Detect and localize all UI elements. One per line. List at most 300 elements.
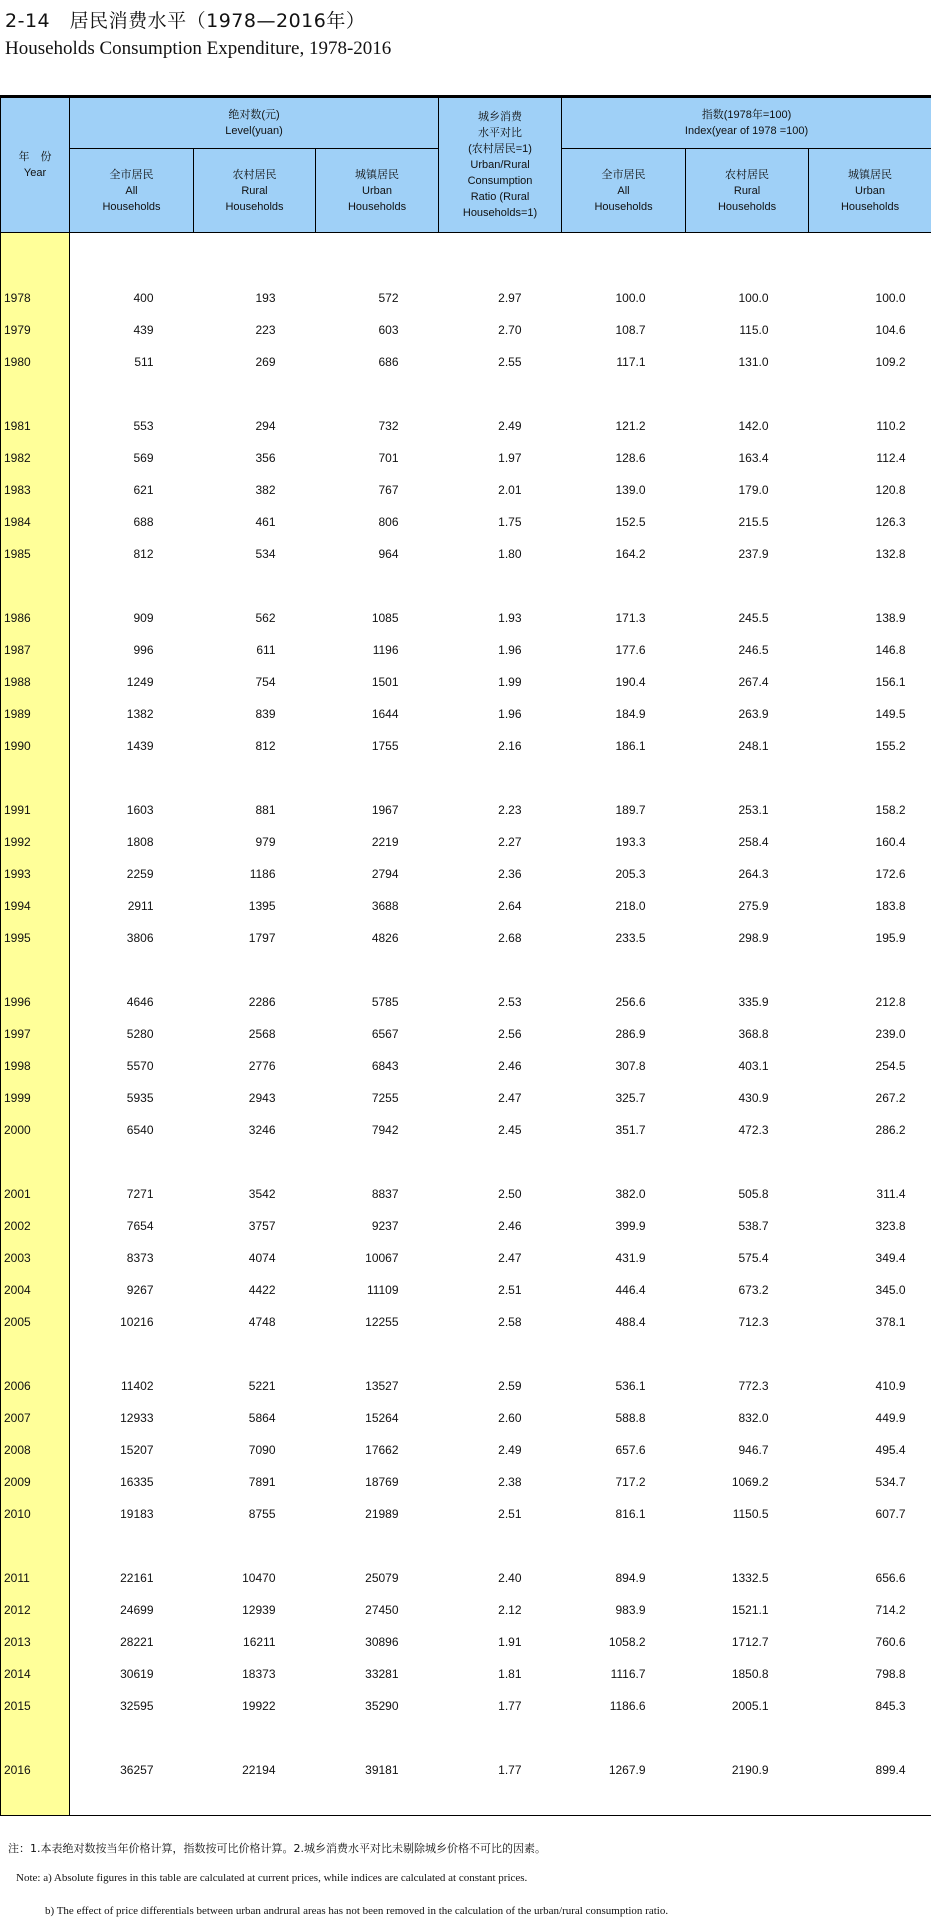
ratio-cell: 1.96 <box>498 643 522 657</box>
ratio-cell: 2.49 <box>498 419 522 433</box>
index-rural-cell: 215.5 <box>738 515 769 529</box>
table-row <box>1 497 931 529</box>
table-row <box>1 1649 931 1681</box>
index-all-cell: 286.9 <box>615 1027 646 1041</box>
year-cell: 1981 <box>1 401 70 433</box>
index-all-cell: 186.1 <box>615 739 646 753</box>
table-row <box>1 1425 931 1457</box>
level-urban-cell: 6843 <box>371 1059 399 1073</box>
level-urban-cell: 39181 <box>365 1763 399 1777</box>
level-rural-cell: 812 <box>255 739 276 753</box>
index-all-cell: 256.6 <box>615 995 646 1009</box>
spacer-row <box>1 1329 931 1361</box>
spacer-row <box>1 233 931 274</box>
level-urban-cell: 7942 <box>371 1123 399 1137</box>
year-cell: 2002 <box>1 1201 70 1233</box>
year-cell: 1998 <box>1 1041 70 1073</box>
table-row <box>1 1041 931 1073</box>
table-row <box>1 625 931 657</box>
level-all-cell: 12933 <box>120 1411 154 1425</box>
level-rural-cell: 4422 <box>248 1283 276 1297</box>
level-urban-cell: 732 <box>378 419 399 433</box>
level-urban-cell: 8837 <box>371 1187 399 1201</box>
level-all-cell: 16335 <box>120 1475 154 1489</box>
table-row <box>1 465 931 497</box>
index-all-cell: 121.2 <box>615 419 646 433</box>
index-rural-cell: 430.9 <box>738 1091 769 1105</box>
level-rural-cell: 2286 <box>248 995 276 1009</box>
year-cell: 1990 <box>1 721 70 753</box>
level-rural-cell: 269 <box>255 355 276 369</box>
index-rural-cell: 253.1 <box>738 803 769 817</box>
index-all-cell: 117.1 <box>616 355 646 369</box>
year-cell: 2004 <box>1 1265 70 1297</box>
level-all-cell: 19183 <box>120 1507 154 1521</box>
index-all-cell: 1116.7 <box>610 1667 646 1681</box>
level-urban-cell: 13527 <box>365 1379 399 1393</box>
level-urban-cell: 5785 <box>371 995 399 1009</box>
ratio-cell: 2.12 <box>498 1603 522 1617</box>
level-all-cell: 22161 <box>120 1571 154 1585</box>
ratio-cell: 2.23 <box>498 803 522 817</box>
header-index-rural: 农村居民 Rural Households <box>686 149 809 233</box>
index-urban-cell: 195.9 <box>875 931 906 945</box>
level-urban-cell: 11109 <box>366 1283 399 1297</box>
index-urban-cell: 714.2 <box>875 1603 906 1617</box>
table-row <box>1 1201 931 1233</box>
table-row <box>1 1297 931 1329</box>
spacer-row <box>1 753 931 785</box>
index-rural-cell: 142.0 <box>738 419 769 433</box>
index-rural-cell: 403.1 <box>738 1059 769 1073</box>
index-all-cell: 108.7 <box>615 323 646 337</box>
year-cell: 2013 <box>1 1617 70 1649</box>
index-urban-cell: 254.5 <box>875 1059 906 1073</box>
index-rural-cell: 673.2 <box>738 1283 769 1297</box>
table-row <box>1 721 931 753</box>
level-urban-cell: 35290 <box>365 1699 399 1713</box>
year-cell: 1982 <box>1 433 70 465</box>
index-urban-cell: 845.3 <box>875 1699 906 1713</box>
index-rural-cell: 472.3 <box>738 1123 769 1137</box>
spacer-row <box>1 369 931 401</box>
level-rural-cell: 2568 <box>248 1027 276 1041</box>
table-row <box>1 913 931 945</box>
level-all-cell: 9267 <box>126 1283 154 1297</box>
index-urban-cell: 160.4 <box>875 835 906 849</box>
ratio-cell: 2.56 <box>498 1027 522 1041</box>
index-rural-cell: 245.5 <box>738 611 769 625</box>
ratio-cell: 2.36 <box>498 867 522 881</box>
index-rural-cell: 100.0 <box>738 291 769 305</box>
level-all-cell: 3806 <box>126 931 154 945</box>
year-cell: 1995 <box>1 913 70 945</box>
spacer-row <box>1 945 931 977</box>
index-rural-cell: 1712.7 <box>731 1635 769 1649</box>
index-urban-cell: 156.1 <box>875 675 906 689</box>
year-cell: 1987 <box>1 625 70 657</box>
year-cell: 1993 <box>1 849 70 881</box>
level-rural-cell: 5864 <box>248 1411 276 1425</box>
index-all-cell: 446.4 <box>615 1283 646 1297</box>
index-urban-cell: 267.2 <box>875 1091 906 1105</box>
level-all-cell: 1439 <box>126 739 154 753</box>
index-rural-cell: 131.0 <box>738 355 769 369</box>
index-all-cell: 1267.9 <box>608 1763 646 1777</box>
level-rural-cell: 12939 <box>242 1603 276 1617</box>
index-urban-cell: 449.9 <box>875 1411 906 1425</box>
index-all-cell: 189.7 <box>615 803 646 817</box>
index-all-cell: 164.2 <box>615 547 646 561</box>
ratio-cell: 2.70 <box>498 323 522 337</box>
level-rural-cell: 2943 <box>248 1091 276 1105</box>
level-all-cell: 28221 <box>120 1635 154 1649</box>
year-cell: 2016 <box>1 1745 70 1777</box>
level-urban-cell: 1644 <box>371 707 399 721</box>
level-all-cell: 2259 <box>126 867 154 881</box>
year-cell: 1983 <box>1 465 70 497</box>
level-all-cell: 8373 <box>126 1251 154 1265</box>
index-urban-cell: 212.8 <box>875 995 906 1009</box>
index-rural-cell: 115.0 <box>739 323 769 337</box>
level-urban-cell: 12255 <box>365 1315 399 1329</box>
index-all-cell: 139.0 <box>615 483 646 497</box>
level-all-cell: 621 <box>133 483 154 497</box>
level-rural-cell: 3542 <box>248 1187 276 1201</box>
index-urban-cell: 109.2 <box>875 355 906 369</box>
table-row <box>1 849 931 881</box>
index-urban-cell: 132.8 <box>875 547 906 561</box>
index-all-cell: 128.6 <box>615 451 646 465</box>
header-year: 年 份 Year <box>1 98 70 233</box>
index-urban-cell: 349.4 <box>875 1251 906 1265</box>
level-all-cell: 30619 <box>120 1667 154 1681</box>
ratio-cell: 2.45 <box>498 1123 522 1137</box>
level-all-cell: 5280 <box>126 1027 154 1041</box>
year-cell: 1991 <box>1 785 70 817</box>
level-rural-cell: 839 <box>255 707 276 721</box>
table-row <box>1 1681 931 1713</box>
ratio-cell: 2.46 <box>498 1219 522 1233</box>
level-rural-cell: 223 <box>255 323 276 337</box>
spacer-row <box>1 1137 931 1169</box>
table-row <box>1 1617 931 1649</box>
index-all-cell: 717.2 <box>615 1475 646 1489</box>
ratio-cell: 2.59 <box>498 1379 522 1393</box>
index-urban-cell: 146.8 <box>875 643 906 657</box>
index-rural-cell: 832.0 <box>738 1411 769 1425</box>
header-index: 指数(1978年=100) Index(year of 1978 =100) <box>562 98 931 149</box>
index-urban-cell: 534.7 <box>875 1475 906 1489</box>
ratio-cell: 2.47 <box>498 1251 522 1265</box>
year-cell: 2007 <box>1 1393 70 1425</box>
ratio-cell: 2.68 <box>498 931 522 945</box>
index-all-cell: 816.1 <box>615 1507 646 1521</box>
ratio-cell: 2.58 <box>498 1315 522 1329</box>
level-all-cell: 1382 <box>126 707 154 721</box>
year-cell: 1984 <box>1 497 70 529</box>
index-urban-cell: 798.8 <box>875 1667 906 1681</box>
index-rural-cell: 275.9 <box>738 899 769 913</box>
index-urban-cell: 345.0 <box>875 1283 906 1297</box>
level-all-cell: 996 <box>133 643 154 657</box>
year-cell: 1997 <box>1 1009 70 1041</box>
table-body <box>1 233 931 1816</box>
level-urban-cell: 1967 <box>371 803 399 817</box>
level-rural-cell: 1797 <box>248 931 276 945</box>
level-rural-cell: 461 <box>255 515 276 529</box>
ratio-cell: 1.77 <box>498 1699 522 1713</box>
spacer-row <box>1 1521 931 1553</box>
index-urban-cell: 899.4 <box>875 1763 906 1777</box>
table-row <box>1 1457 931 1489</box>
ratio-cell: 2.51 <box>498 1507 522 1521</box>
level-rural-cell: 534 <box>255 547 276 561</box>
year-cell: 1980 <box>1 337 70 369</box>
ratio-cell: 1.77 <box>498 1763 522 1777</box>
index-urban-cell: 155.2 <box>875 739 906 753</box>
level-all-cell: 1808 <box>126 835 154 849</box>
index-all-cell: 894.9 <box>615 1571 646 1585</box>
index-rural-cell: 163.4 <box>738 451 769 465</box>
header-ratio: 城乡消费 水平对比 (农村居民=1) Urban/Rural Consumption Ratio (Rural Households=1) <box>439 98 562 233</box>
index-urban-cell: 760.6 <box>875 1635 906 1649</box>
level-rural-cell: 10470 <box>242 1571 276 1585</box>
level-rural-cell: 1395 <box>248 899 276 913</box>
table-row <box>1 1105 931 1137</box>
level-rural-cell: 3246 <box>248 1123 276 1137</box>
level-urban-cell: 2219 <box>371 835 399 849</box>
index-rural-cell: 246.5 <box>738 643 769 657</box>
level-urban-cell: 701 <box>378 451 399 465</box>
year-cell: 2011 <box>1 1553 70 1585</box>
year-cell: 1988 <box>1 657 70 689</box>
table-row <box>1 1073 931 1105</box>
year-cell: 1996 <box>1 977 70 1009</box>
year-cell: 2000 <box>1 1105 70 1137</box>
year-cell: 1985 <box>1 529 70 561</box>
index-urban-cell: 104.6 <box>875 323 906 337</box>
index-rural-cell: 505.8 <box>738 1187 769 1201</box>
level-all-cell: 5935 <box>126 1091 154 1105</box>
header-level-rural: 农村居民 Rural Households <box>194 149 316 233</box>
index-all-cell: 382.0 <box>615 1187 646 1201</box>
level-all-cell: 1603 <box>126 803 154 817</box>
year-cell: 2008 <box>1 1425 70 1457</box>
table-row <box>1 817 931 849</box>
level-urban-cell: 1755 <box>371 739 399 753</box>
level-rural-cell: 2776 <box>248 1059 276 1073</box>
level-all-cell: 32595 <box>120 1699 154 1713</box>
level-urban-cell: 1085 <box>371 611 399 625</box>
table-row <box>1 657 931 689</box>
level-rural-cell: 979 <box>255 835 276 849</box>
ratio-cell: 2.60 <box>498 1411 522 1425</box>
level-urban-cell: 3688 <box>371 899 399 913</box>
level-all-cell: 24699 <box>120 1603 154 1617</box>
level-urban-cell: 21989 <box>365 1507 399 1521</box>
index-urban-cell: 112.4 <box>876 451 906 465</box>
ratio-cell: 1.75 <box>498 515 522 529</box>
index-all-cell: 536.1 <box>615 1379 646 1393</box>
level-urban-cell: 27450 <box>365 1603 399 1617</box>
table-row <box>1 433 931 465</box>
year-cell: 2001 <box>1 1169 70 1201</box>
level-all-cell: 5570 <box>126 1059 154 1073</box>
level-urban-cell: 2794 <box>371 867 399 881</box>
year-cell: 2003 <box>1 1233 70 1265</box>
ratio-cell: 1.81 <box>498 1667 522 1681</box>
table-row <box>1 977 931 1009</box>
index-all-cell: 184.9 <box>615 707 646 721</box>
level-all-cell: 511 <box>134 355 154 369</box>
index-rural-cell: 1332.5 <box>731 1571 769 1585</box>
index-all-cell: 177.6 <box>615 643 646 657</box>
index-urban-cell: 607.7 <box>875 1507 906 1521</box>
level-rural-cell: 22194 <box>242 1763 276 1777</box>
index-all-cell: 1186.6 <box>609 1699 646 1713</box>
year-cell: 2010 <box>1 1489 70 1521</box>
year-cell: 2009 <box>1 1457 70 1489</box>
level-all-cell: 909 <box>133 611 154 625</box>
index-urban-cell: 158.2 <box>875 803 906 817</box>
ratio-cell: 2.01 <box>498 483 522 497</box>
ratio-cell: 1.91 <box>498 1635 522 1649</box>
year-cell: 2006 <box>1 1361 70 1393</box>
level-rural-cell: 3757 <box>248 1219 276 1233</box>
index-all-cell: 218.0 <box>615 899 646 913</box>
table-row <box>1 881 931 913</box>
ratio-cell: 2.49 <box>498 1443 522 1457</box>
consumption-table <box>0 97 931 1816</box>
level-urban-cell: 964 <box>378 547 399 561</box>
index-all-cell: 205.3 <box>615 867 646 881</box>
level-rural-cell: 382 <box>255 483 276 497</box>
index-urban-cell: 183.8 <box>875 899 906 913</box>
index-all-cell: 100.0 <box>615 291 646 305</box>
table-title-en: Households Consumption Expenditure, 1978-2016 <box>5 38 392 59</box>
year-cell: 1978 <box>1 273 70 305</box>
ratio-cell: 1.99 <box>498 675 522 689</box>
level-all-cell: 812 <box>133 547 154 561</box>
index-rural-cell: 538.7 <box>738 1219 769 1233</box>
index-urban-cell: 138.9 <box>875 611 906 625</box>
index-all-cell: 233.5 <box>615 931 646 945</box>
level-rural-cell: 562 <box>255 611 276 625</box>
level-rural-cell: 881 <box>255 803 276 817</box>
index-all-cell: 193.3 <box>615 835 646 849</box>
ratio-cell: 2.46 <box>498 1059 522 1073</box>
ratio-cell: 2.97 <box>498 291 522 305</box>
table-row <box>1 1585 931 1617</box>
level-urban-cell: 15264 <box>365 1411 399 1425</box>
ratio-cell: 1.97 <box>498 451 522 465</box>
table-title-cn: 2-14 居民消费水平（1978—2016年） <box>5 10 366 32</box>
note-cn: 注：1.本表绝对数按当年价格计算，指数按可比价格计算。2.城乡消费水平对比未剔除城乡价格不可比的因素。 <box>8 1842 546 1855</box>
index-rural-cell: 298.9 <box>738 931 769 945</box>
ratio-cell: 2.53 <box>498 995 522 1009</box>
index-rural-cell: 1850.8 <box>731 1667 769 1681</box>
level-all-cell: 10216 <box>120 1315 154 1329</box>
index-rural-cell: 264.3 <box>738 867 769 881</box>
header-level-urban: 城镇居民 Urban Households <box>316 149 439 233</box>
level-urban-cell: 25079 <box>365 1571 399 1585</box>
level-all-cell: 15207 <box>120 1443 154 1457</box>
level-urban-cell: 6567 <box>371 1027 399 1041</box>
index-all-cell: 983.9 <box>615 1603 646 1617</box>
level-urban-cell: 10067 <box>365 1251 399 1265</box>
index-rural-cell: 2190.9 <box>731 1763 769 1777</box>
level-urban-cell: 572 <box>378 291 399 305</box>
index-urban-cell: 656.6 <box>875 1571 906 1585</box>
level-rural-cell: 611 <box>256 643 276 657</box>
year-cell: 1989 <box>1 689 70 721</box>
index-all-cell: 399.9 <box>615 1219 646 1233</box>
index-rural-cell: 1150.5 <box>732 1507 769 1521</box>
ratio-cell: 2.64 <box>498 899 522 913</box>
level-rural-cell: 16211 <box>243 1635 276 1649</box>
spacer-row <box>1 1777 931 1816</box>
level-rural-cell: 19922 <box>242 1699 276 1713</box>
level-all-cell: 4646 <box>126 995 154 1009</box>
header-index-all: 全市居民 All Households <box>562 149 686 233</box>
index-all-cell: 307.8 <box>615 1059 646 1073</box>
table-row <box>1 1553 931 1585</box>
level-urban-cell: 9237 <box>371 1219 399 1233</box>
level-all-cell: 553 <box>133 419 154 433</box>
index-urban-cell: 149.5 <box>875 707 906 721</box>
index-urban-cell: 323.8 <box>875 1219 906 1233</box>
level-all-cell: 1249 <box>126 675 154 689</box>
level-urban-cell: 1196 <box>372 643 399 657</box>
level-rural-cell: 7891 <box>248 1475 276 1489</box>
index-urban-cell: 410.9 <box>875 1379 906 1393</box>
level-rural-cell: 1186 <box>249 867 276 881</box>
table-row <box>1 529 931 561</box>
index-all-cell: 1058.2 <box>608 1635 646 1649</box>
table-row <box>1 1361 931 1393</box>
index-all-cell: 588.8 <box>615 1411 646 1425</box>
spacer-row <box>1 561 931 593</box>
index-all-cell: 351.7 <box>615 1123 646 1137</box>
level-rural-cell: 4074 <box>248 1251 276 1265</box>
index-urban-cell: 495.4 <box>875 1443 906 1457</box>
level-all-cell: 6540 <box>126 1123 154 1137</box>
index-rural-cell: 237.9 <box>738 547 769 561</box>
level-urban-cell: 33281 <box>365 1667 399 1681</box>
note-en-b: b) The effect of price differentials between urban andrural areas has not been removed in the calculation of the urban/rural consumption ratio. <box>45 1905 669 1917</box>
index-urban-cell: 100.0 <box>875 291 906 305</box>
index-rural-cell: 575.4 <box>738 1251 769 1265</box>
ratio-cell: 2.40 <box>498 1571 522 1585</box>
spacer-row <box>1 1713 931 1745</box>
header-level-all: 全市居民 All Households <box>70 149 194 233</box>
index-urban-cell: 378.1 <box>875 1315 906 1329</box>
index-urban-cell: 239.0 <box>875 1027 906 1041</box>
index-rural-cell: 179.0 <box>738 483 769 497</box>
year-cell: 1986 <box>1 593 70 625</box>
level-urban-cell: 686 <box>378 355 399 369</box>
level-urban-cell: 603 <box>378 323 399 337</box>
ratio-cell: 1.93 <box>498 611 522 625</box>
level-all-cell: 688 <box>133 515 154 529</box>
index-rural-cell: 248.1 <box>738 739 769 753</box>
level-rural-cell: 294 <box>255 419 276 433</box>
index-rural-cell: 772.3 <box>738 1379 769 1393</box>
year-cell: 2012 <box>1 1585 70 1617</box>
table-row <box>1 1489 931 1521</box>
index-rural-cell: 368.8 <box>738 1027 769 1041</box>
